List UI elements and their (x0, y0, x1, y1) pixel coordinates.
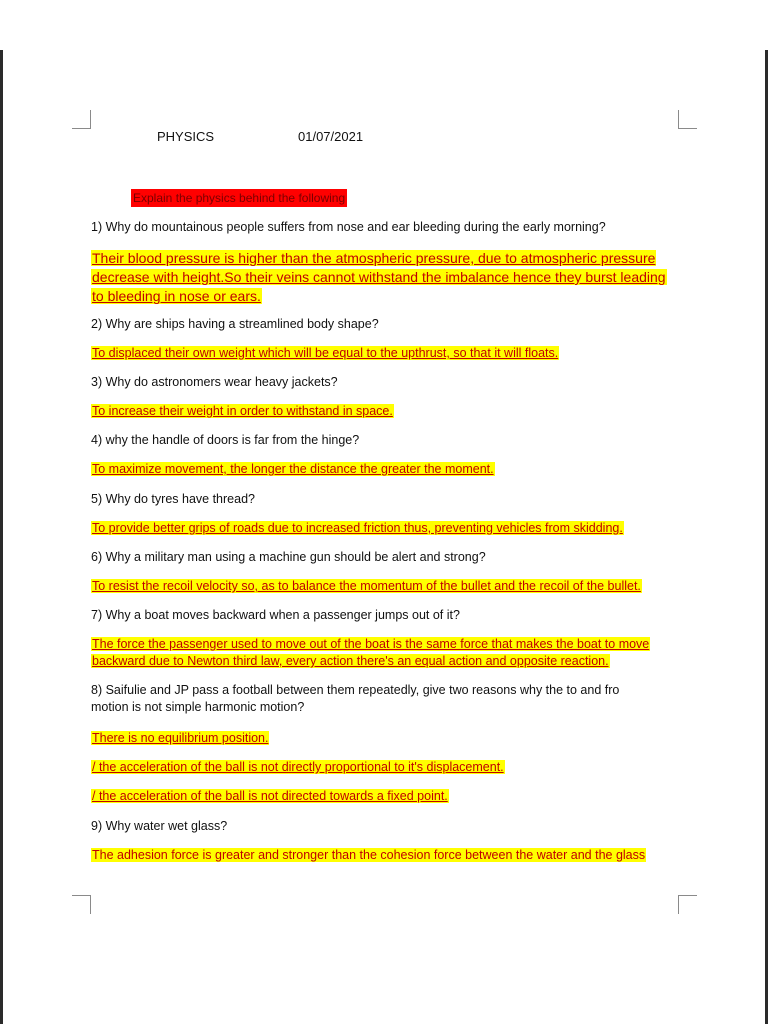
date-heading: 01/07/2021 (298, 129, 364, 144)
instruction-banner: Explain the physics behind the following (133, 191, 346, 205)
answer-7 (91, 636, 681, 670)
answer-2 (91, 345, 681, 362)
answer-1 (91, 249, 681, 306)
page-edge-left (0, 50, 3, 1024)
question-9: 9) Why water wet glass? (91, 819, 228, 833)
question-4: 4) why the handle of doors is far from the hinge? (91, 433, 360, 447)
answer-7-text: The force the passenger used to move out of the boat is the same force that makes the boat to move backward due to Newton third law, every action there's an equal action and opposite reaction. (92, 637, 650, 668)
answer-5 (91, 520, 681, 537)
answer-9 (91, 847, 681, 864)
answer-1-text: Their blood pressure is higher than the atmospheric pressure, due to atmospheric pressure decrease with height.So their veins cannot withstand the imbalance hence they burst leading to bleeding in nose or ears. (92, 250, 666, 304)
crop-mark-bottom-left (72, 895, 91, 914)
answer-4-text: To maximize movement, the longer the distance the greater the moment. (92, 462, 494, 476)
answer-8b (91, 759, 681, 776)
answer-9-text: The adhesion force is greater and stronger than the cohesion force between the water and the glass (92, 848, 646, 862)
answer-6-text: To resist the recoil velocity so, as to balance the momentum of the bullet and the recoil of the bullet. (92, 579, 641, 593)
answer-8a (91, 730, 681, 747)
answer-6 (91, 578, 681, 595)
answer-8a-text: There is no equilibrium position. (92, 731, 269, 745)
answer-3-text: To increase their weight in order to withstand in space. (92, 404, 393, 418)
answer-3 (91, 403, 681, 420)
question-2: 2) Why are ships having a streamlined body shape? (91, 317, 379, 331)
question-6: 6) Why a military man using a machine gun should be alert and strong? (91, 550, 486, 564)
answer-8b-text: / the acceleration of the ball is not directly proportional to it's displacement. (92, 760, 504, 774)
crop-mark-top-right (678, 110, 697, 129)
question-3: 3) Why do astronomers wear heavy jackets? (91, 375, 338, 389)
question-1: 1) Why do mountainous people suffers from nose and ear bleeding during the early morning? (91, 220, 606, 234)
answer-2-text: To displaced their own weight which will be equal to the upthrust, so that it will floats. (92, 346, 559, 360)
crop-mark-bottom-right (678, 895, 697, 914)
question-7: 7) Why a boat moves backward when a passenger jumps out of it? (91, 608, 460, 622)
question-8: 8) Saifulie and JP pass a football between them repeatedly, give two reasons why the to and fro motion is not simple harmonic motion? (91, 683, 620, 714)
crop-mark-top-left (72, 110, 91, 129)
question-5: 5) Why do tyres have thread? (91, 492, 255, 506)
answer-8c (91, 788, 681, 805)
answer-8c-text: / the acceleration of the ball is not directed towards a fixed point. (92, 789, 448, 803)
answer-5-text: To provide better grips of roads due to increased friction thus, preventing vehicles from skidding. (92, 521, 623, 535)
subject-heading: PHYSICS (157, 129, 215, 144)
answer-4 (91, 461, 681, 478)
